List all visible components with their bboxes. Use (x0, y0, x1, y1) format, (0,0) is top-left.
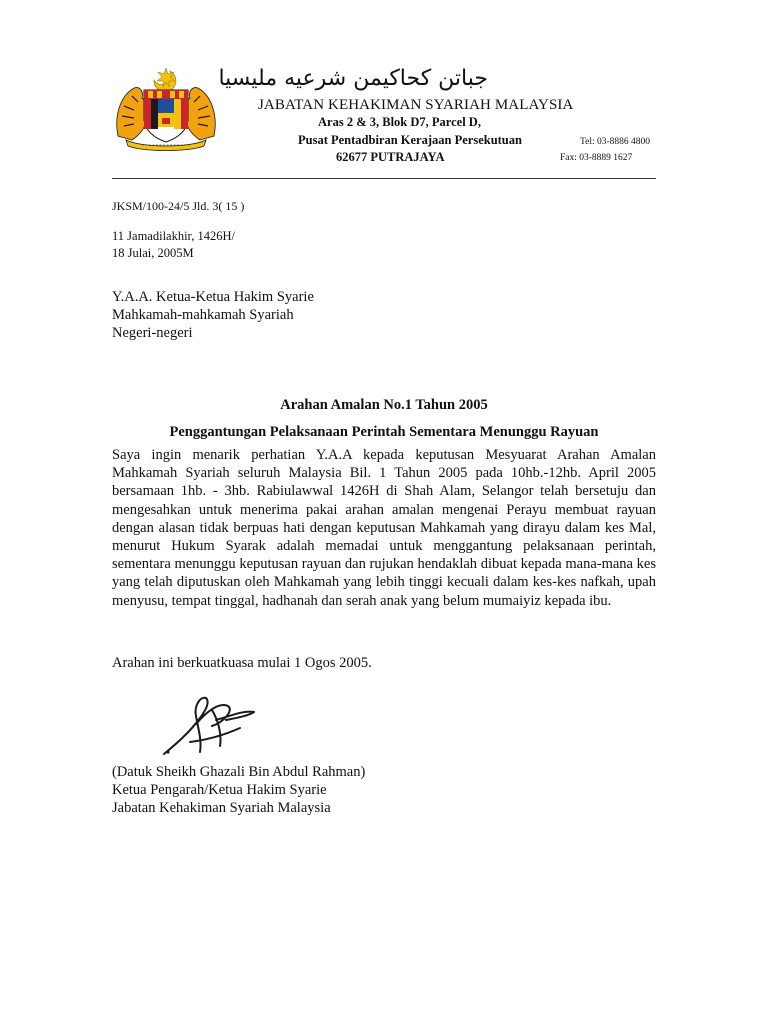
recipient-line-1: Y.A.A. Ketua-Ketua Hakim Syarie (112, 289, 314, 305)
signatory-name: (Datuk Sheikh Ghazali Bin Abdul Rahman) (112, 764, 366, 780)
coat-of-arms-crest-icon (112, 66, 220, 152)
address-line-2: Pusat Pentadbiran Kerajaan Persekutuan (298, 133, 522, 147)
body-paragraph: Saya ingin menarik perhatian Y.A.A kepada keputusan Mesyuarat Arahan Amalan Mahkamah Syariah seluruh Malaysia Bil. 1 Tahun 2005 pada 10hb.-12hb. April 2005 bersamaan 1hb. - 3hb. Rabiulawwal 1426H di Shah Alam, Selangor telah bersetuju dan mengesahkan untuk menerima pakai arahan amalan mengenai Perayu membuat rayuan dengan alasan tidak berpuas hati dengan keputusan Mahkamah yang dirayu dalam kes Mal, menurut Hukum Syarak adalah memadai untuk menggantung pelaksanaan perintah, sementara menunggu keputusan rayuan dan rujukan hendaklah dibuat kepada mana-mana kes yang telah diputuskan oleh Mahkamah yang lebih tinggi kecuali dalam kes-kes nafkah, upah menyusu, tempat tinggal, hadhanah dan serah anak yang belum mumaiyiz kepada ibu. (112, 447, 656, 609)
signatory-block (112, 763, 365, 817)
recipient-line-3: Negeri-negeri (112, 325, 193, 341)
letter-subheading: Penggantungan Pelaksanaan Perintah Sementara Menunggu Rayuan (169, 424, 599, 440)
letter-heading: Arahan Amalan No.1 Tahun 2005 (280, 397, 488, 413)
recipient-block (112, 288, 314, 342)
letter-date (112, 228, 235, 262)
date-hijri: 11 Jamadilakhir, 1426H/ (112, 229, 235, 243)
address-line-1: Aras 2 & 3, Blok D7, Parcel D, (318, 115, 481, 129)
recipient-line-2: Mahkamah-mahkamah Syariah (112, 307, 294, 323)
date-gregorian: 18 Julai, 2005M (112, 246, 194, 260)
signatory-title: Ketua Pengarah/Ketua Hakim Syarie (112, 782, 327, 798)
reference-number: JKSM/100-24/5 Jld. 3( 15 ) (112, 199, 245, 213)
department-name: JABATAN KEHAKIMAN SYARIAH MALAYSIA (258, 97, 574, 113)
handwritten-signature (150, 680, 280, 762)
signatory-department: Jabatan Kehakiman Syariah Malaysia (112, 800, 331, 816)
telephone-number: Tel: 03-8886 4800 (580, 137, 651, 147)
letterhead-divider (112, 178, 656, 179)
effective-date-statement: Arahan ini berkuatkuasa mulai 1 Ogos 2005. (112, 655, 372, 671)
fax-number: Fax: 03-8889 1627 (560, 153, 633, 163)
arabic-department-title: جباتن كحاكيمن شرعيه مليسيا (218, 66, 488, 91)
address-line-3: 62677 PUTRAJAYA (336, 150, 445, 164)
